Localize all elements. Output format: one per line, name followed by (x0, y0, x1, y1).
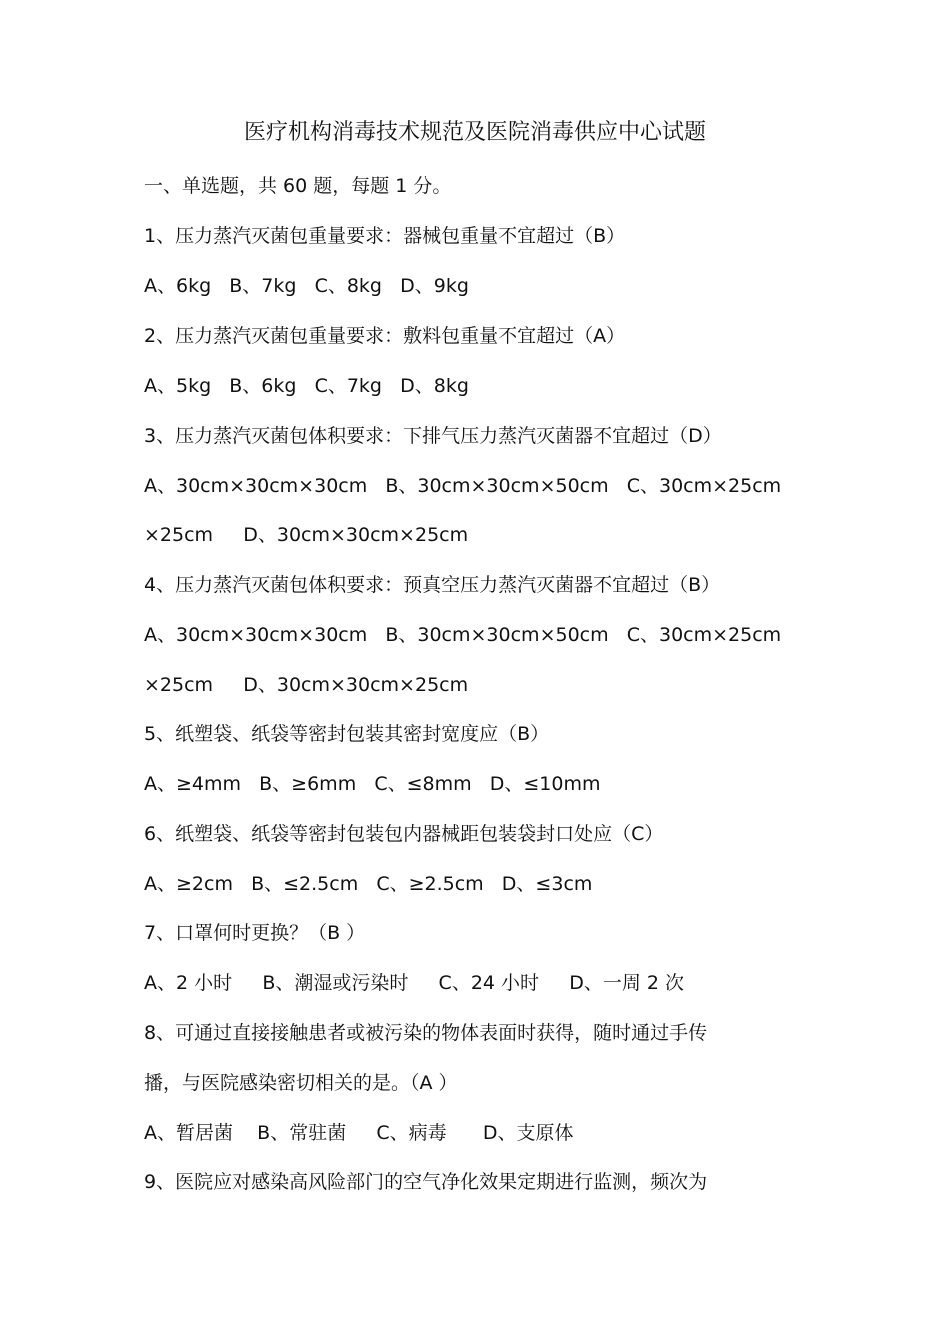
question-1: 1、压力蒸汽灭菌包重量要求：器械包重量不宜超过（B） (144, 225, 626, 247)
question-8-options: A、暂居菌 B、常驻菌 C、病毒 D、支原体 (144, 1122, 574, 1144)
question-7-options: A、2 小时 B、潮湿或污染时 C、24 小时 D、一周 2 次 (144, 972, 685, 994)
document-title: 医疗机构消毒技术规范及医院消毒供应中心试题 (243, 120, 706, 145)
question-5: 5、纸塑袋、纸袋等密封包装其密封宽度应（B） (144, 723, 550, 745)
question-8-continued: 播，与医院感染密切相关的是。（A ） (144, 1072, 458, 1094)
question-4-options: A、30cm×30cm×30cm B、30cm×30cm×50cm C、30cm×25cm (144, 624, 782, 646)
question-9: 9、医院应对感染高风险部门的空气净化效果定期进行监测，频次为 (144, 1171, 708, 1193)
question-7: 7、口罩何时更换？（B ） (144, 922, 366, 944)
question-4-options-continued: ×25cm D、30cm×30cm×25cm (144, 674, 469, 696)
question-1-options: A、6kg B、7kg C、8kg D、9kg (144, 275, 469, 297)
question-6-options: A、≥2cm B、≤2.5cm C、≥2.5cm D、≤3cm (144, 873, 593, 895)
question-2: 2、压力蒸汽灭菌包重量要求：敷料包重量不宜超过（A） (144, 325, 626, 347)
question-2-options: A、5kg B、6kg C、7kg D、8kg (144, 375, 469, 397)
question-8: 8、可通过直接接触患者或被污染的物体表面时获得，随时通过手传 (144, 1022, 708, 1044)
question-3-options: A、30cm×30cm×30cm B、30cm×30cm×50cm C、30cm×25cm (144, 475, 782, 497)
question-6: 6、纸塑袋、纸袋等密封包装包内器械距包装袋封口处应（C） (144, 823, 664, 845)
question-3: 3、压力蒸汽灭菌包体积要求：下排气压力蒸汽灭菌器不宜超过（D） (144, 425, 722, 447)
question-4: 4、压力蒸汽灭菌包体积要求：预真空压力蒸汽灭菌器不宜超过（B） (144, 574, 721, 596)
question-3-options-continued: ×25cm D、30cm×30cm×25cm (144, 524, 469, 546)
question-5-options: A、≥4mm B、≥6mm C、≤8mm D、≤10mm (144, 773, 601, 795)
section-heading: 一、单选题，共 60 题，每题 1 分。 (144, 175, 452, 197)
